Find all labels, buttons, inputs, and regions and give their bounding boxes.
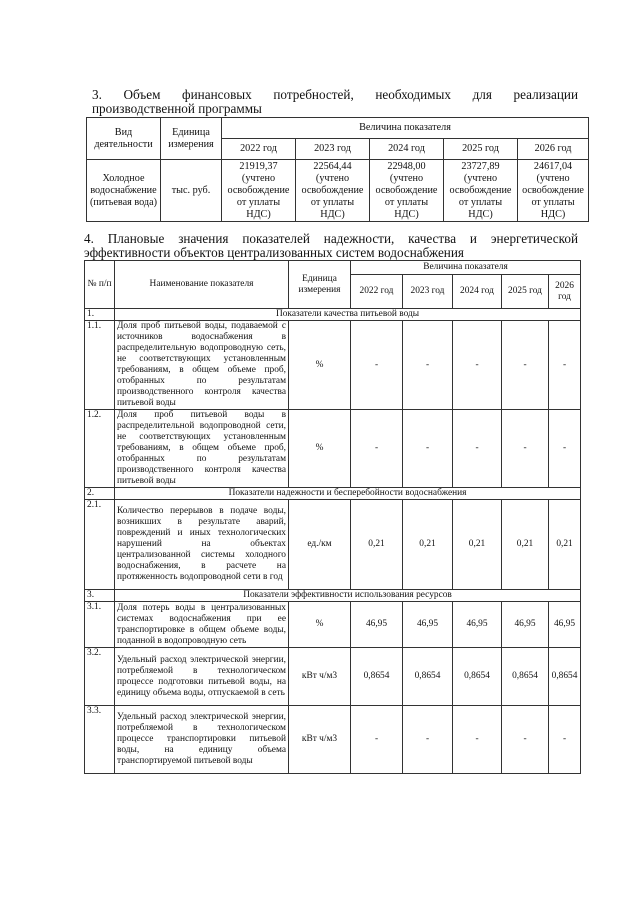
header-year: 2024 год <box>453 275 502 309</box>
header-year: 2026 год <box>518 139 589 160</box>
cell-value: 24617,04 (учтено освобождение от уплаты НДС) <box>518 160 589 222</box>
header-name: Наименование показателя <box>115 261 289 309</box>
indicator-value: - <box>403 321 453 410</box>
indicator-value: - <box>502 706 549 774</box>
header-num: № п/п <box>85 261 115 309</box>
section-num: 1. <box>85 309 115 321</box>
cell-value: 22564,44 (учтено освобождение от уплаты НДС) <box>296 160 370 222</box>
indicator-value: - <box>502 410 549 488</box>
indicator-value: - <box>403 410 453 488</box>
indicator-value: 0,21 <box>351 500 403 590</box>
indicator-value: 0,8654 <box>453 648 502 706</box>
header-year: 2022 год <box>351 275 403 309</box>
row-num: 1.1. <box>85 321 115 410</box>
indicator-name: Доля проб питьевой воды, подаваемой с источников водоснабжения в распределительную водопроводную сеть, не соответствующих установленным требованиям, в общем объеме проб, отобранных по результатам производственного контроля качества питьевой воды <box>115 321 289 410</box>
row-num: 2.1. <box>85 500 115 590</box>
indicator-value: 0,8654 <box>351 648 403 706</box>
indicator-value: - <box>549 321 581 410</box>
header-value: Величина показателя <box>351 261 581 275</box>
section-3-heading-line2: производственной программы <box>92 101 262 116</box>
indicator-value: - <box>549 410 581 488</box>
section-title: Показатели надежности и бесперебойности водоснабжения <box>115 488 581 500</box>
indicator-value: 0,8654 <box>502 648 549 706</box>
indicator-value: 0,21 <box>502 500 549 590</box>
header-year: 2024 год <box>370 139 444 160</box>
indicator-name: Количество перерывов в подаче воды, возникших в результате аварий, повреждений и иных технологических нарушений на объектах централизованной системы холодного водоснабжения, в расчете на протяженность водопроводной сети в год <box>115 500 289 590</box>
indicator-value: 46,95 <box>549 602 581 648</box>
header-unit: Единица измерения <box>289 261 351 309</box>
indicator-value: 46,95 <box>453 602 502 648</box>
section-4-heading-line2: эффективности объектов централизованных систем водоснабжения <box>84 245 464 260</box>
header-value: Величина показателя <box>222 118 589 139</box>
indicator-value: - <box>453 321 502 410</box>
header-year: 2025 год <box>444 139 518 160</box>
indicator-name: Удельный расход электрической энергии, потребляемой в технологическом процессе подготовки питьевой воды, на единицу объема воды, отпускаемой в сеть <box>115 648 289 706</box>
indicator-value: 0,8654 <box>403 648 453 706</box>
indicator-value: - <box>351 410 403 488</box>
cell-unit: тыс. руб. <box>161 160 222 222</box>
cell-activity: Холодное водоснабжение (питьевая вода) <box>87 160 161 222</box>
header-year: 2023 год <box>296 139 370 160</box>
row-num: 3.1. <box>85 602 115 648</box>
indicator-name: Доля проб питьевой воды в распределительной водопроводной сети, не соответствующих установленным требованиям, в общем объеме проб, отобранных по результатам производственного контроля качества питьевой воды <box>115 410 289 488</box>
section-3-heading <box>92 88 578 116</box>
row-num: 3.3. <box>85 706 115 774</box>
indicator-unit: кВт ч/м3 <box>289 648 351 706</box>
indicator-unit: % <box>289 410 351 488</box>
indicator-value: - <box>502 321 549 410</box>
header-year: 2025 год <box>502 275 549 309</box>
indicator-name: Доля потерь воды в централизованных системах водоснабжения при ее транспортировке в общем объеме воды, поданной в водопроводную сеть <box>115 602 289 648</box>
indicator-value: - <box>351 321 403 410</box>
cell-value: 21919,37 (учтено освобождение от уплаты НДС) <box>222 160 296 222</box>
section-title: Показатели качества питьевой воды <box>115 309 581 321</box>
indicator-value: 46,95 <box>502 602 549 648</box>
indicator-value: - <box>453 706 502 774</box>
indicator-name: Удельный расход электрической энергии, потребляемой в технологическом процессе транспортировки питьевой воды, на единицу объема транспортируемой питьевой воды <box>115 706 289 774</box>
indicators-table <box>84 260 581 774</box>
indicator-value: - <box>351 706 403 774</box>
section-3-heading-line1: 3. Объем финансовых потребностей, необходимых для реализации <box>92 87 578 102</box>
header-year: 2026 год <box>549 275 581 309</box>
indicator-value: 0,8654 <box>549 648 581 706</box>
indicator-value: 0,21 <box>403 500 453 590</box>
section-num: 3. <box>85 590 115 602</box>
indicator-value: - <box>453 410 502 488</box>
header-unit: Единица измерения <box>161 118 222 160</box>
section-4-heading <box>84 232 578 260</box>
row-num: 1.2. <box>85 410 115 488</box>
header-year: 2022 год <box>222 139 296 160</box>
header-activity: Вид деятельности <box>87 118 161 160</box>
indicator-unit: ед./км <box>289 500 351 590</box>
row-num: 3.2. <box>85 648 115 706</box>
indicator-value: - <box>549 706 581 774</box>
cell-value: 23727,89 (учтено освобождение от уплаты НДС) <box>444 160 518 222</box>
indicator-unit: % <box>289 321 351 410</box>
indicator-value: - <box>403 706 453 774</box>
cell-value: 22948,00 (учтено освобождение от уплаты НДС) <box>370 160 444 222</box>
indicator-unit: кВт ч/м3 <box>289 706 351 774</box>
section-4-heading-line1: 4. Плановые значения показателей надежности, качества и энергетической <box>84 231 578 246</box>
header-year: 2023 год <box>403 275 453 309</box>
indicator-value: 46,95 <box>403 602 453 648</box>
section-num: 2. <box>85 488 115 500</box>
indicator-value: 0,21 <box>549 500 581 590</box>
indicator-unit: % <box>289 602 351 648</box>
indicator-value: 46,95 <box>351 602 403 648</box>
section-title: Показатели эффективности использования ресурсов <box>115 590 581 602</box>
financial-needs-table <box>86 117 589 222</box>
indicator-value: 0,21 <box>453 500 502 590</box>
